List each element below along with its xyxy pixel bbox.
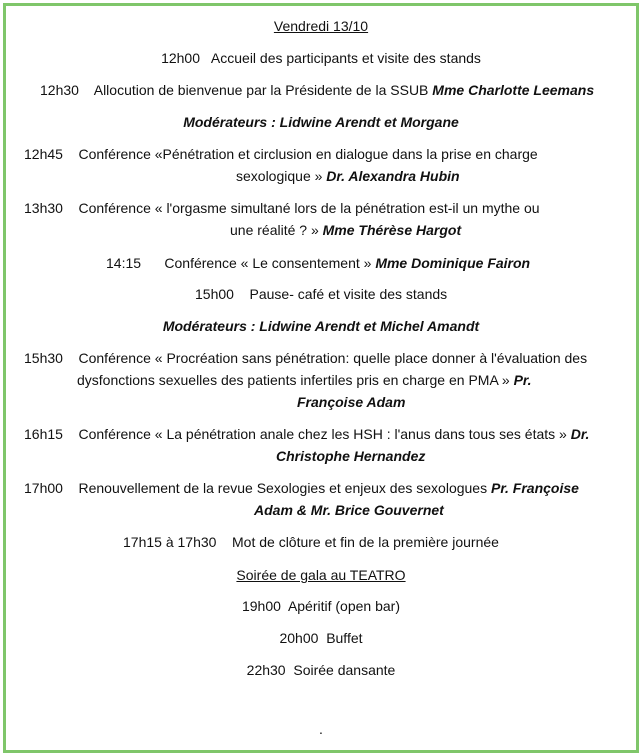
program-item-1530: 15h30 Conférence « Procréation sans pénétration: quelle place donner à l'évaluation des <box>24 350 588 366</box>
program-item-1530-speaker: Françoise Adam <box>297 394 406 410</box>
gala-item-2230: 22h30 Soirée dansante <box>246 662 396 678</box>
program-item-1230: 12h30 Allocution de bienvenue par la Présidente de la SSUB Mme Charlotte Leemans <box>40 82 595 98</box>
day-header: Vendredi 13/10 <box>273 18 369 34</box>
program-item-1245: 12h45 Conférence «Pénétration et circlusion en dialogue dans la prise en charge <box>24 146 538 162</box>
program-item-1530-cont: dysfonctions sexuelles des patients infertiles pris en charge en PMA » Pr. <box>77 372 532 388</box>
gala-item-1900: 19h00 Apéritif (open bar) <box>241 598 400 614</box>
program-item-1615-speaker: Christophe Hernandez <box>276 448 426 464</box>
program-item-1500: 15h00 Pause- café et visite des stands <box>195 286 448 302</box>
moderators-2: Modérateurs : Lidwine Arendt et Michel Amandt <box>162 318 480 334</box>
program-item-1200: 12h00 Accueil des participants et visite des stands <box>161 50 481 66</box>
program-item-1700-speaker: Adam & Mr. Brice Gouvernet <box>254 502 444 518</box>
program-item-1245-cont: sexologique » Dr. Alexandra Hubin <box>236 168 460 184</box>
moderators-1: Modérateurs : Lidwine Arendt et Morgane <box>183 114 459 130</box>
program-item-1615: 16h15 Conférence « La pénétration anale chez les HSH : l'anus dans tous ses états » Dr. <box>24 426 590 442</box>
program-item-1330: 13h30 Conférence « l'orgasme simultané lors de la pénétration est-il un mythe ou <box>24 200 540 216</box>
program-item-1715: 17h15 à 17h30 Mot de clôture et fin de la première journée <box>123 534 499 550</box>
program-item-1700: 17h00 Renouvellement de la revue Sexologies et enjeux des sexologues Pr. Françoise <box>24 480 579 496</box>
program-item-1330-cont: une réalité ? » Mme Thérèse Hargot <box>230 222 462 238</box>
gala-title: Soirée de gala au TEATRO <box>236 567 406 583</box>
footer-mark: . <box>319 721 323 737</box>
program-item-1415: 14:15 Conférence « Le consentement » Mme Dominique Fairon <box>106 255 531 271</box>
gala-item-2000: 20h00 Buffet <box>279 630 363 646</box>
